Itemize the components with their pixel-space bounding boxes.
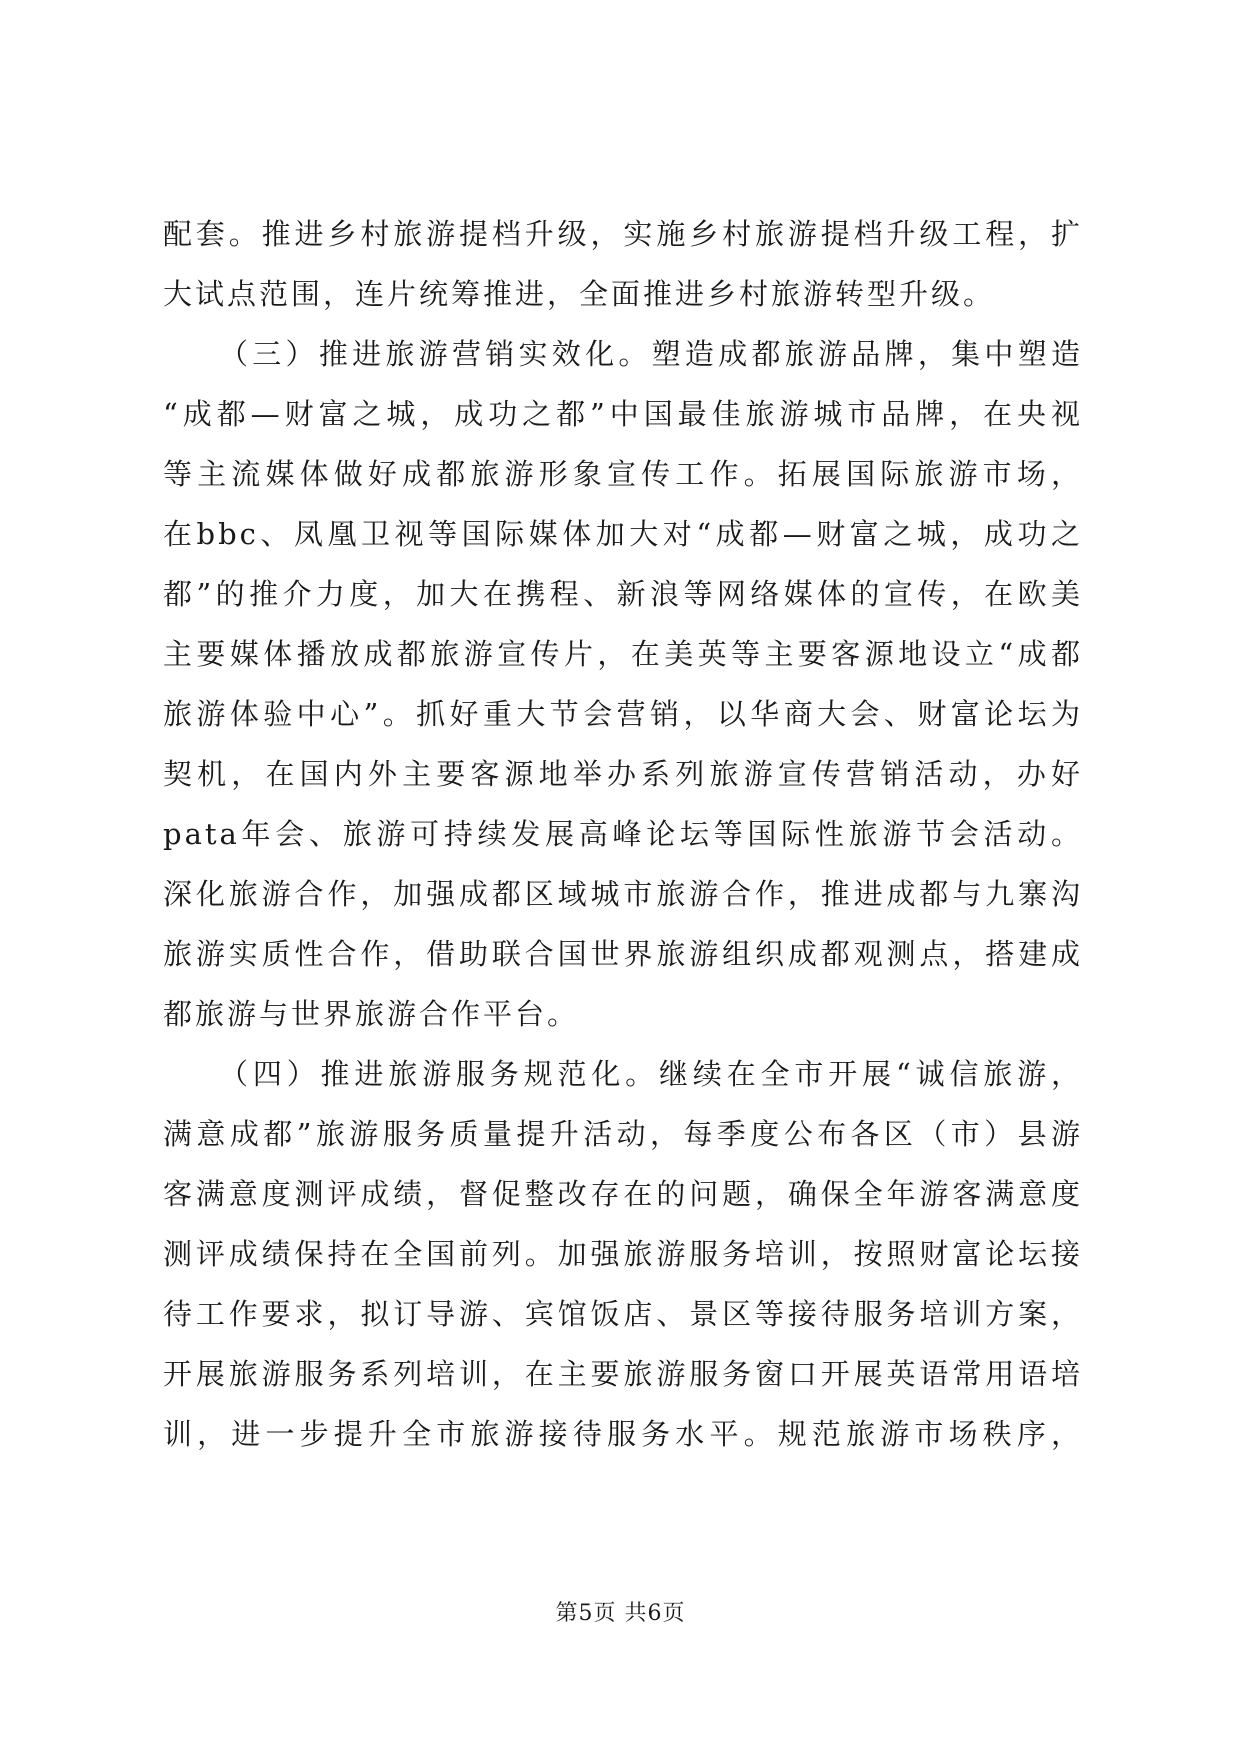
page-number-footer: 第5页 共6页 xyxy=(555,1601,686,1626)
text-line: 客满意度测评成绩，督促整改存在的问题，确保全年游客满意度 xyxy=(163,1177,1083,1211)
text-line: 主要媒体播放成都旅游宣传片，在美英等主要客源地设立“成都 xyxy=(163,637,1083,671)
text-line: 大试点范围，连片统筹推进，全面推进乡村旅游转型升级。 xyxy=(163,277,996,311)
text-line: 旅游体验中心”。抓好重大节会营销，以华商大会、财富论坛为 xyxy=(163,697,1083,731)
text-line: pata年会、旅游可持续发展高峰论坛等国际性旅游节会活动。 xyxy=(163,817,1083,851)
text-line: 训，进一步提升全市旅游接待服务水平。规范旅游市场秩序， xyxy=(163,1417,1083,1451)
paragraph-heading-line: （三）推进旅游营销实效化。塑造成都旅游品牌，集中塑造 xyxy=(219,337,1083,371)
text-line: 等主流媒体做好成都旅游形象宣传工作。拓展国际旅游市场， xyxy=(163,457,1083,491)
text-line: 都旅游与世界旅游合作平台。 xyxy=(163,997,580,1031)
text-line: 配套。推进乡村旅游提档升级，实施乡村旅游提档升级工程，扩 xyxy=(163,217,1083,251)
text-line: 旅游实质性合作，借助联合国世界旅游组织成都观测点，搭建成 xyxy=(163,937,1083,971)
text-line: 契机，在国内外主要客源地举办系列旅游宣传营销活动，办好 xyxy=(163,757,1083,791)
paragraph-heading-line: （四）推进旅游服务规范化。继续在全市开展“诚信旅游， xyxy=(219,1057,1083,1091)
text-line: 待工作要求，拟订导游、宾馆饭店、景区等接待服务培训方案， xyxy=(163,1297,1083,1331)
text-line: 在bbc、凤凰卫视等国际媒体加大对“成都—财富之城，成功之 xyxy=(163,517,1083,551)
text-line: 测评成绩保持在全国前列。加强旅游服务培训，按照财富论坛接 xyxy=(163,1237,1083,1271)
text-line: 都”的推介力度，加大在携程、新浪等网络媒体的宣传，在欧美 xyxy=(163,577,1083,611)
text-line: 满意成都”旅游服务质量提升活动，每季度公布各区（市）县游 xyxy=(163,1117,1083,1151)
text-line: 开展旅游服务系列培训，在主要旅游服务窗口开展英语常用语培 xyxy=(163,1357,1083,1391)
text-line: 深化旅游合作，加强成都区域城市旅游合作，推进成都与九寨沟 xyxy=(163,877,1083,911)
text-line: “成都—财富之城，成功之都”中国最佳旅游城市品牌，在央视 xyxy=(163,397,1083,431)
